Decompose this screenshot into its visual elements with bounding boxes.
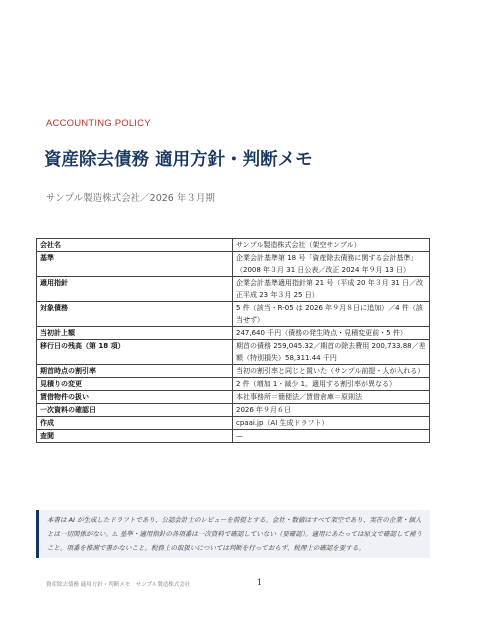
footer-text: 資産除去債務 適用方針・判断メモ サンプル製造株式会社 [46, 582, 191, 588]
table-row [37, 277, 430, 302]
row-label: 会社名 [37, 239, 233, 252]
table-row [37, 252, 430, 277]
row-value: 期首の債務 259,045.32／期首の除去費用 200,733.88／差額（特別損失）58,311.44 千円 [233, 340, 430, 365]
row-label: 適用指針 [37, 277, 233, 302]
table-row [37, 365, 430, 378]
table-row [37, 378, 430, 391]
row-label: 移行日の残高（第 18 項） [37, 340, 233, 365]
row-value: 247,640 千円（債務の発生時点・見積変更前・5 件） [233, 327, 430, 340]
row-value: 2 件（増加 1・減少 1。適用する割引率が異なる） [233, 378, 430, 391]
row-label: 賃借物件の扱い [37, 391, 233, 404]
row-value: サンプル製造株式会社（架空サンプル） [233, 239, 430, 252]
row-label: 作成 [37, 417, 233, 430]
row-label: 査閲 [37, 430, 233, 443]
table-row [37, 430, 430, 443]
row-value: 2026 年９月６日 [233, 404, 430, 417]
row-label: 基準 [37, 252, 233, 277]
row-value: 当初の割引率と同じと置いた（サンプル前提・人が入れる） [233, 365, 430, 378]
disclaimer-note: 本書は AI が生成したドラフトであり、公認会計士のレビューを前提とする。会社・数値はすべて架空であり、実在の企業・個人とは一切関係がない。⚠ 基準・適用指針の各項番は一次資料で確認していない（要確認）。適用にあたっては原文で確認して補うこと。項番を推測で書かないこと。税務上の取扱いについては判断を行っておらず、税理士の確認を要する。 [36, 510, 430, 558]
section-kicker: ACCOUNTING POLICY [46, 118, 151, 129]
table-row [37, 327, 430, 340]
table-row [37, 302, 430, 327]
row-label: 見積りの変更 [37, 378, 233, 391]
row-label: 対象債務 [37, 302, 233, 327]
table-row [37, 417, 430, 430]
row-value: 企業会計基準適用指針第 21 号（平成 20 年３月 31 日／改正平成 23 年３月 25 日） [233, 277, 430, 302]
table-row [37, 340, 430, 365]
row-value: cpaai.jp（AI 生成ドラフト） [233, 417, 430, 430]
info-table [36, 238, 430, 443]
table-row [37, 239, 430, 252]
table-row [37, 404, 430, 417]
table-row [37, 391, 430, 404]
row-value: 5 件（該当・R-05 は 2026 年９月８日に追加）／4 件（該当せず） [233, 302, 430, 327]
page-number: 1 [257, 578, 263, 587]
row-value: — [233, 430, 430, 443]
row-label: 期首時点の割引率 [37, 365, 233, 378]
row-label: 一次資料の確認日 [37, 404, 233, 417]
row-value: 本社事務所＝簡便法／賃借倉庫＝原則法 [233, 391, 430, 404]
row-label: 当初計上額 [37, 327, 233, 340]
row-value: 企業会計基準第 18 号「資産除去債務に関する会計基準」（2008 年３月 31 日公表／改正 2024 年９月 13 日） [233, 252, 430, 277]
page-title: 資産除去債務 適用方針・判断メモ [44, 150, 313, 170]
page-subtitle: サンプル製造株式会社／2026 年３月期 [46, 193, 215, 204]
